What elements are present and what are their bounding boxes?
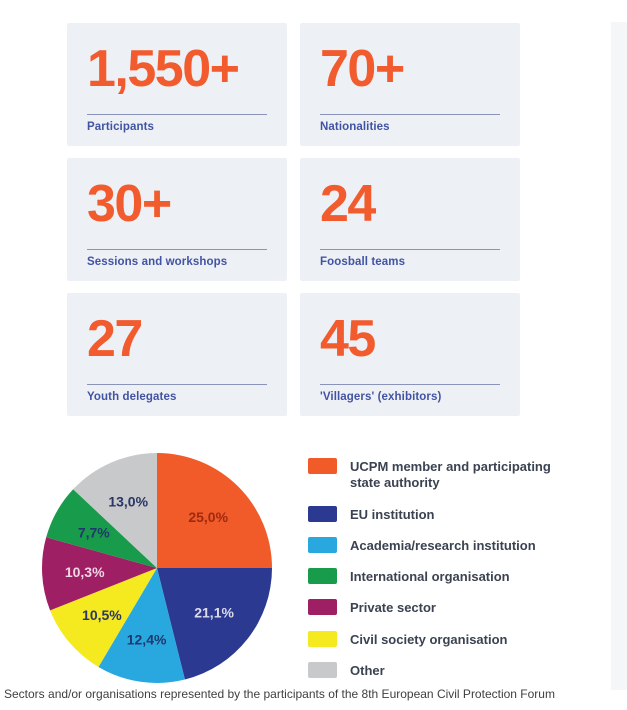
stat-value: 45: [320, 310, 375, 368]
stat-value: 70+: [320, 40, 404, 98]
legend-label: Academia/research institution: [350, 537, 536, 553]
stat-card-youth-delegates: [67, 293, 287, 416]
legend-swatch: [308, 599, 337, 615]
pie-slice-label: 12,4%: [126, 631, 167, 648]
legend-label: Civil society organisation: [350, 631, 508, 647]
legend-swatch: [308, 537, 337, 553]
legend-swatch: [308, 506, 337, 522]
legend-label: International organisation: [350, 569, 510, 584]
legend-swatch: [308, 631, 337, 647]
pie-chart: [30, 441, 284, 695]
legend-item-academia: [308, 537, 568, 554]
stats-grid: [67, 23, 520, 416]
chart-legend: [308, 458, 568, 679]
divider: [87, 114, 267, 115]
legend-label: EU institution: [350, 506, 435, 522]
stat-card-participants: [67, 23, 287, 146]
stat-label: Foosball teams: [320, 256, 406, 268]
stat-card-sessions: [67, 158, 287, 281]
divider: [320, 384, 500, 385]
stat-label: Nationalities: [320, 121, 390, 133]
pie-slice-label: 7,7%: [77, 524, 110, 541]
stat-value: 27: [87, 310, 142, 368]
chart-caption: Sectors and/or organisations represented by the participants of the 8th European Civil Protection Forum: [4, 687, 555, 701]
adjacent-card-edge: [611, 22, 627, 690]
stat-label: Sessions and workshops: [87, 256, 228, 268]
legend-swatch: [308, 458, 337, 474]
stat-card-villagers: [300, 293, 520, 416]
stat-label: Participants: [87, 121, 155, 133]
pie-slice-label: 10,3%: [64, 563, 105, 580]
legend-swatch: [308, 568, 337, 584]
stat-value: 1,550+: [87, 40, 239, 98]
legend-item-private-sector: [308, 599, 568, 616]
legend-item-eu-institution: [308, 506, 568, 523]
legend-label: UCPM member and participating state authority: [350, 459, 551, 491]
stat-value: 30+: [87, 175, 171, 233]
divider: [87, 249, 267, 250]
stat-label: 'Villagers' (exhibitors): [320, 391, 442, 403]
legend-item-ucpm: [308, 458, 568, 492]
legend-item-international-org: [308, 568, 568, 585]
stat-label: Youth delegates: [87, 391, 177, 403]
divider: [320, 249, 500, 250]
legend-item-other: [308, 662, 568, 679]
legend-label: Private sector: [350, 600, 436, 616]
legend-swatch: [308, 662, 337, 678]
divider: [87, 384, 267, 385]
pie-slice-label: 25,0%: [188, 508, 229, 525]
pie-slice-label: 21,1%: [194, 604, 234, 621]
pie-slice-label: 10,5%: [82, 607, 122, 624]
pie-slice-label: 13,0%: [108, 493, 149, 510]
divider: [320, 114, 500, 115]
stat-card-foosball-teams: [300, 158, 520, 281]
legend-item-civil-society: [308, 631, 568, 648]
stat-value: 24: [320, 175, 375, 233]
legend-label: Other: [350, 662, 385, 678]
stat-card-nationalities: [300, 23, 520, 146]
